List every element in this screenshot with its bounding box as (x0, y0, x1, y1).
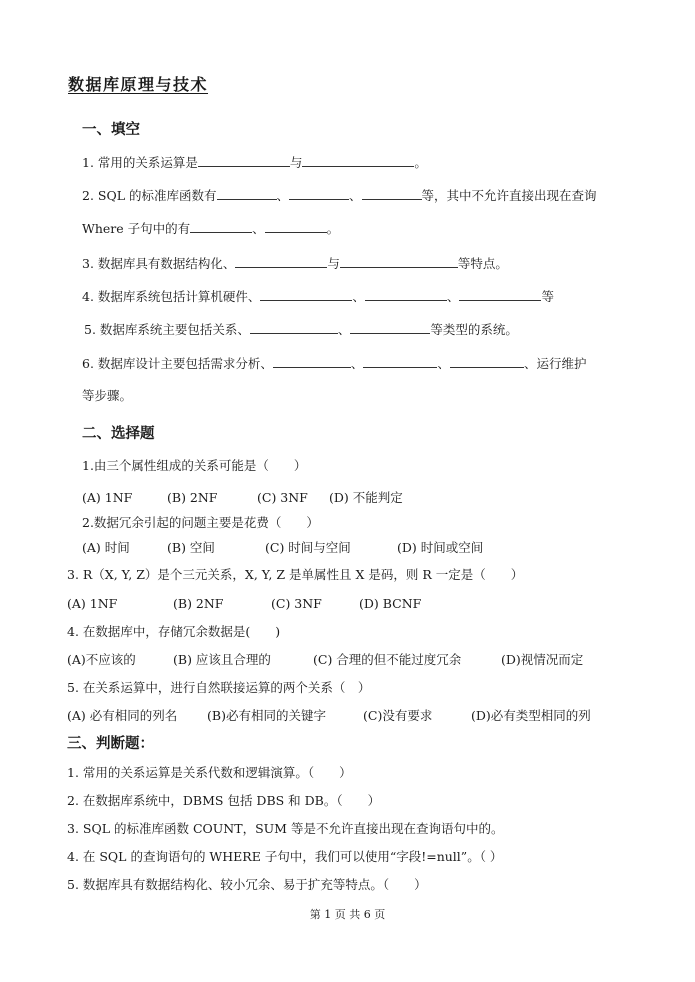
option-b[interactable]: (B)必有相同的关键字 (207, 708, 326, 723)
section-heading-fill-in: 一、填空 (82, 122, 140, 138)
section-heading-multiple-choice: 二、选择题 (82, 426, 155, 442)
option-c[interactable]: (C) 时间与空间 (265, 540, 351, 555)
answer-blank[interactable] (260, 288, 352, 301)
question-text: 2. SQL 的标准库函数有 (82, 188, 217, 203)
fill-question-6-continued: 等步骤。 (82, 388, 133, 403)
choice-options-5 (67, 708, 591, 724)
judge-item-3: 3. SQL 的标准库函数 COUNT，SUM 等是不允许直接出现在查询语句中的。 (67, 821, 504, 836)
judge-item-4: 4. 在 SQL 的查询语句的 WHERE 子句中，我们可以使用“字段!=null”。（ ） (67, 849, 503, 864)
option-a[interactable]: (A)不应该的 (67, 652, 136, 667)
fill-question-5: 5. 数据库系统主要包括关系、 、 等类型的系统。 (84, 322, 518, 337)
answer-blank[interactable] (198, 154, 290, 167)
answer-blank[interactable] (459, 288, 541, 301)
option-b[interactable]: (B) 应该且合理的 (173, 652, 271, 667)
choice-question-1: 1.由三个属性组成的关系可能是（ ） (82, 458, 307, 473)
option-c[interactable]: (C) 3NF (271, 596, 322, 611)
answer-blank[interactable] (450, 355, 524, 368)
choice-question-3: 3. R（X, Y, Z）是个三元关系，X, Y, Z 是单属性且 X 是码，则 R 一定是（ ） (67, 567, 524, 582)
section-heading-true-false: 三、判断题： (67, 736, 154, 752)
answer-blank[interactable] (289, 187, 349, 200)
answer-blank[interactable] (350, 321, 430, 334)
fill-question-3: 3. 数据库具有数据结构化、 与 等特点。 (82, 256, 508, 271)
choice-options-2 (82, 540, 483, 556)
choice-question-4: 4. 在数据库中，存储冗余数据是( ) (67, 624, 281, 639)
answer-blank[interactable] (190, 220, 252, 233)
fill-question-2: 2. SQL 的标准库函数有 、 、 等，其中不允许直接出现在查询 (82, 188, 597, 203)
choice-options-3 (67, 596, 421, 612)
option-b[interactable]: (B) 2NF (167, 490, 218, 505)
judge-item-2: 2. 在数据库系统中，DBMS 包括 DBS 和 DB。（ ） (67, 793, 381, 808)
option-a[interactable]: (A) 时间 (82, 540, 130, 555)
option-a[interactable]: (A) 1NF (82, 490, 133, 505)
option-c[interactable]: (C)没有要求 (363, 708, 433, 723)
fill-question-2-continued: Where 子句中的有 、 。 (82, 221, 340, 236)
option-d[interactable]: (D) 不能判定 (329, 490, 403, 505)
answer-blank[interactable] (265, 220, 327, 233)
option-d[interactable]: (D)视情况而定 (501, 652, 584, 667)
answer-blank[interactable] (302, 154, 414, 167)
question-text: 1. 常用的关系运算是 (82, 155, 198, 170)
option-a[interactable]: (A) 1NF (67, 596, 118, 611)
option-c[interactable]: (C) 合理的但不能过度冗余 (313, 652, 462, 667)
fill-question-4: 4. 数据库系统包括计算机硬件、 、 、 等 (82, 289, 554, 304)
option-a[interactable]: (A) 必有相同的列名 (67, 708, 178, 723)
page-footer: 第 1 页 共 6 页 (309, 908, 386, 921)
answer-blank[interactable] (362, 187, 422, 200)
judge-item-1: 1. 常用的关系运算是关系代数和逻辑演算。（ ） (67, 765, 352, 780)
answer-blank[interactable] (235, 255, 327, 268)
option-c[interactable]: (C) 3NF (257, 490, 308, 505)
answer-blank[interactable] (365, 288, 447, 301)
choice-question-5: 5. 在关系运算中，进行自然联接运算的两个关系（ ） (67, 680, 371, 695)
answer-blank[interactable] (217, 187, 277, 200)
judge-item-5: 5. 数据库具有数据结构化、较小冗余、易于扩充等特点。（ ） (67, 877, 427, 892)
option-d[interactable]: (D)必有类型相同的列 (471, 708, 591, 723)
answer-blank[interactable] (340, 255, 458, 268)
option-b[interactable]: (B) 空间 (167, 540, 215, 555)
option-b[interactable]: (B) 2NF (173, 596, 224, 611)
fill-question-1: 1. 常用的关系运算是 与 。 (82, 155, 427, 170)
answer-blank[interactable] (363, 355, 437, 368)
choice-question-2: 2.数据冗余引起的问题主要是花费（ ） (82, 515, 319, 530)
fill-question-6: 6. 数据库设计主要包括需求分析、 、 、 、运行维护 (82, 356, 587, 371)
choice-options-1 (82, 490, 403, 506)
answer-blank[interactable] (250, 321, 338, 334)
option-d[interactable]: (D) BCNF (359, 596, 422, 611)
document-title: 数据库原理与技术 (68, 75, 209, 94)
answer-blank[interactable] (273, 355, 351, 368)
choice-options-4 (67, 652, 583, 668)
option-d[interactable]: (D) 时间或空间 (397, 540, 484, 555)
